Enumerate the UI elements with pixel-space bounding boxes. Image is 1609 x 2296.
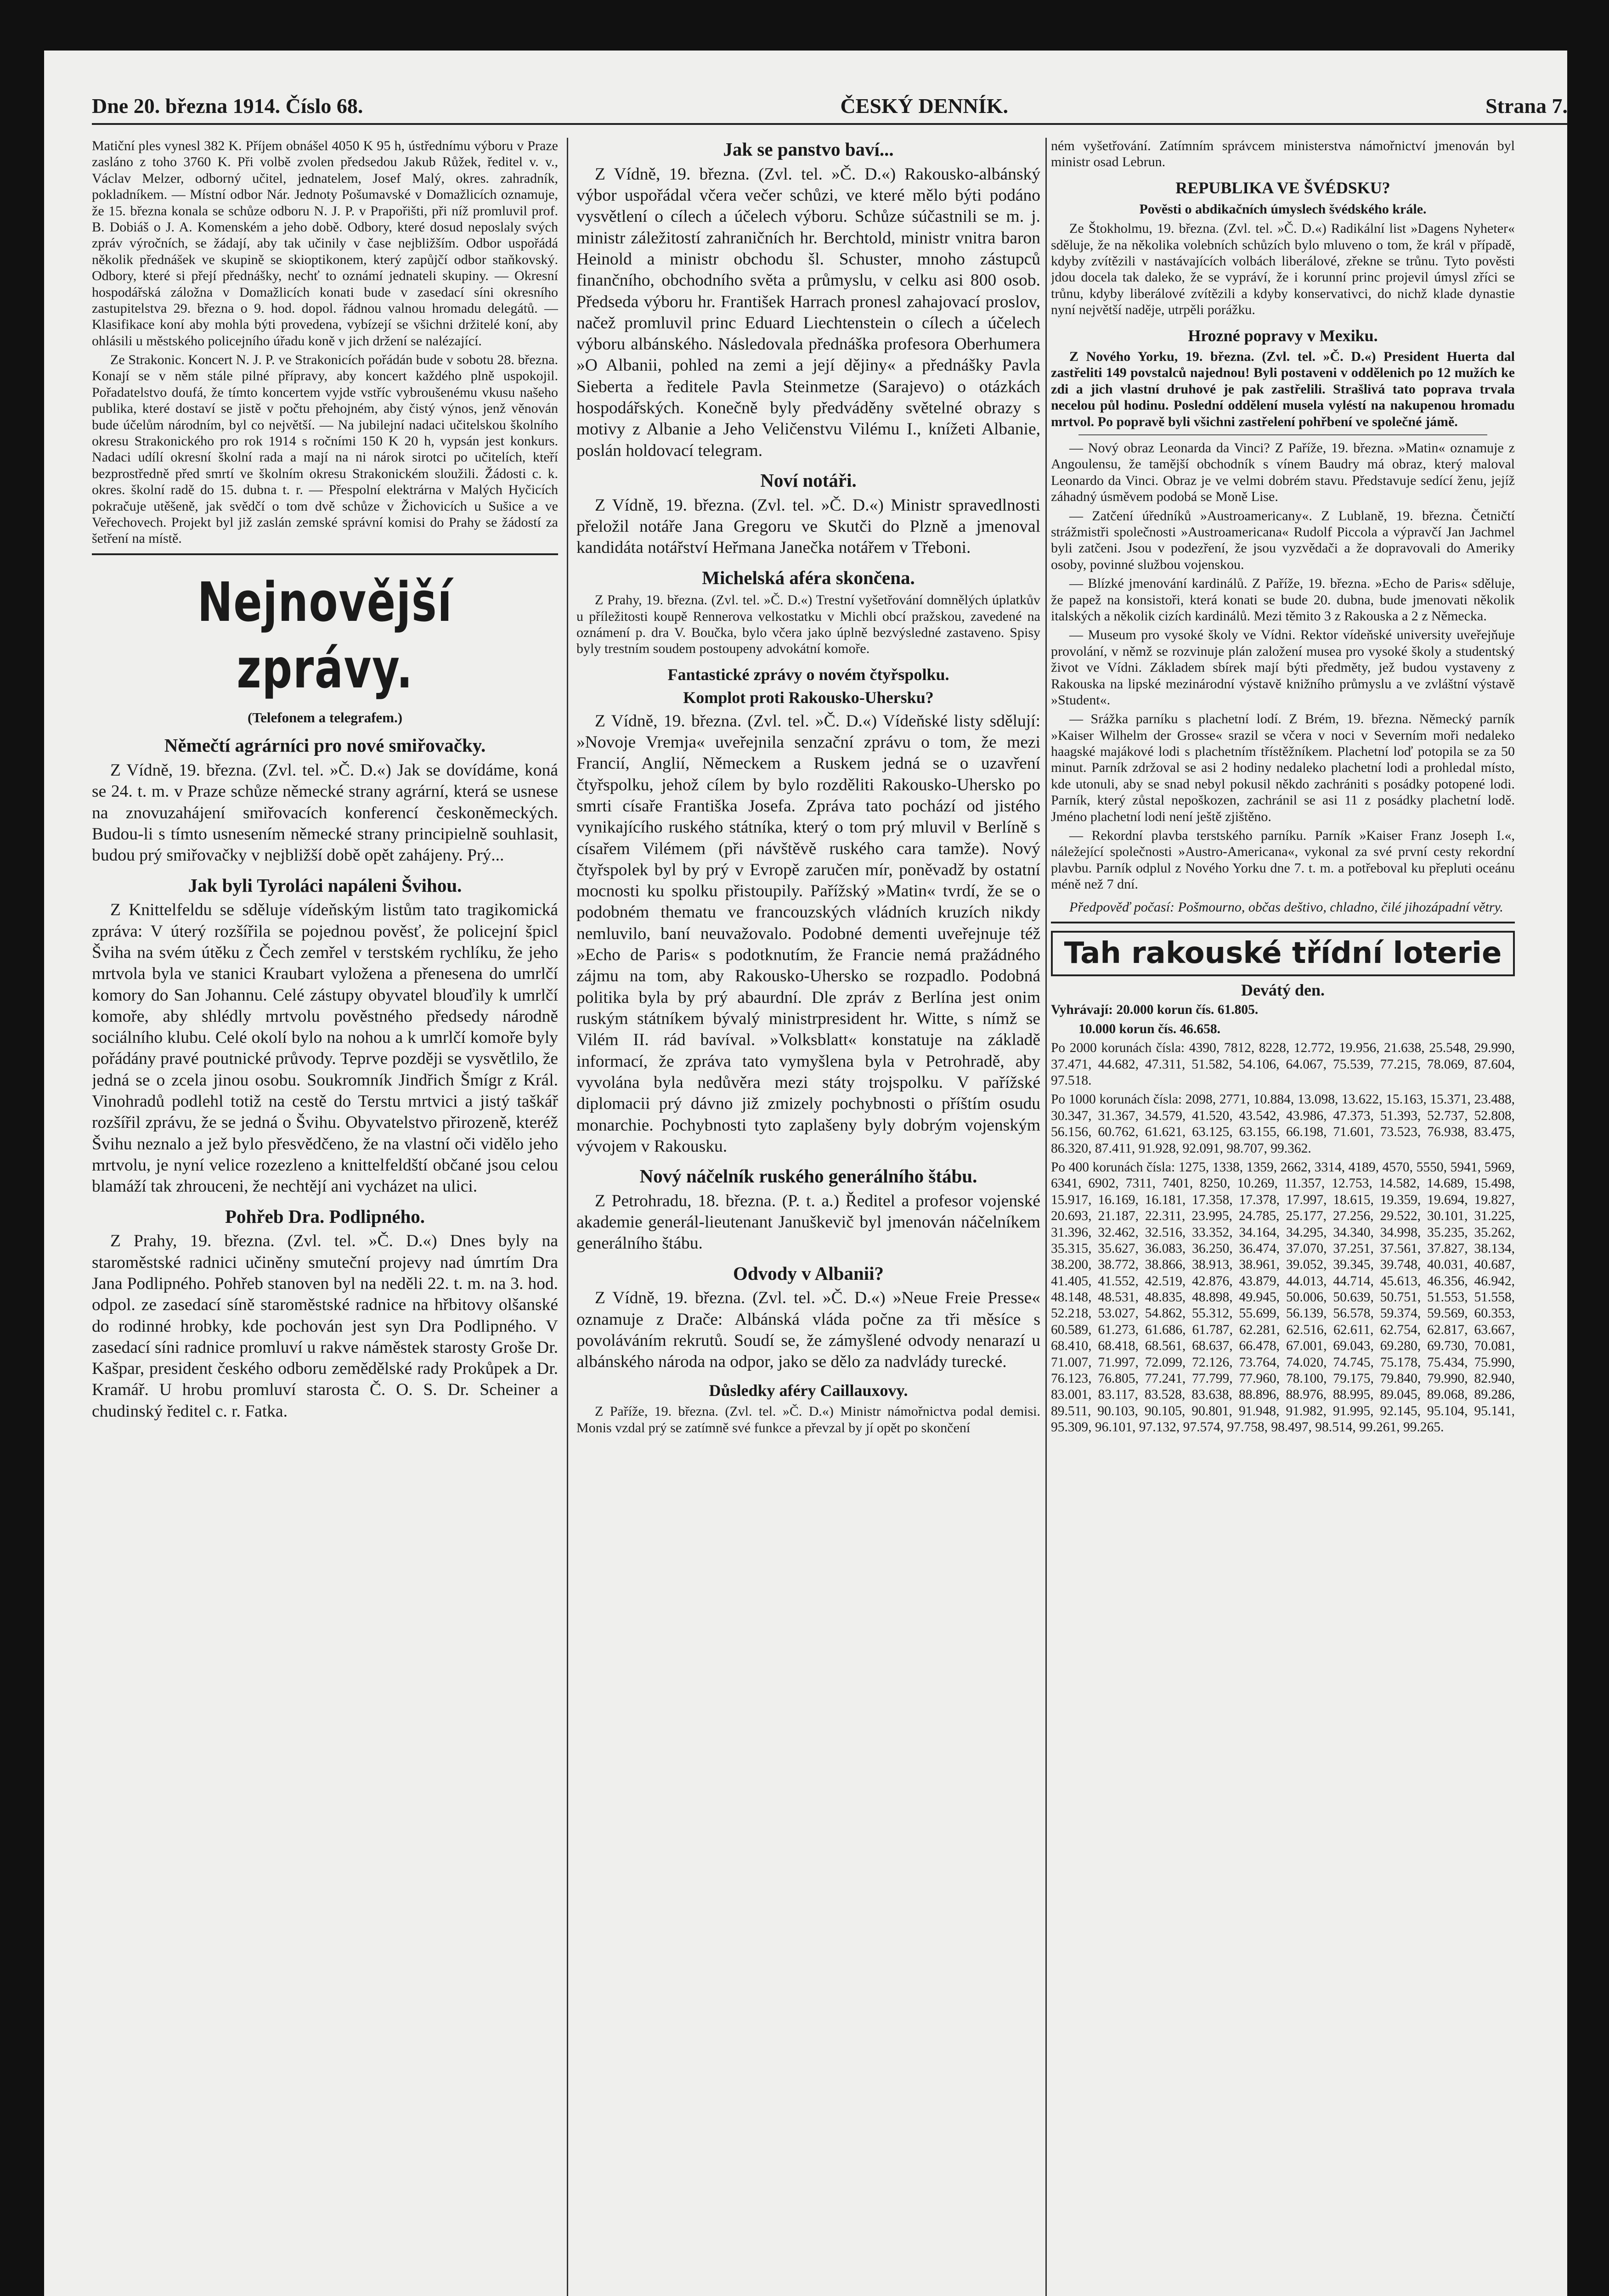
strakonice-news: Ze Strakonic. Koncert N. J. P. ve Strakonicích pořádán bude v sobotu 28. března. Konají se v něm stále pilné přípravy, aby koncert každého plně uspokojil. Pořadatelstvo doufá, že tímto koncertem vyjde vstříc vybroušenému vkusu našeho publika, které dostaví se jistě v počtu přehojném, aby čistý výnos, jenž věnován bude účelům národním, byl co největší. — Na jubilejní nadaci učitelskou školního okresu Strakonického pro rok 1914 s ročními 150 K 20 h, vypsán jest konkurs. Nadaci udílí okresní školní rada a mají na ni nárok sirotci po učitelích, kteří bezprostředně před smrtí ve školním okresu Strakonickém sloužili. Žádosti c. k. okres. školní radě do 15. dubna t. r. — Přespolní elektrárna v Malých Hyčicích pokračuje utěšeně, jak svědčí o tom dvě schůze v Žichovicích u Sušice a ve Veřechovech. Projekt byl již zaslán zemské správní komisi do Prahy se žádostí za šetření na místě. bbox=[92, 352, 558, 546]
article-heading: Důsledky aféry Caillauxovy. bbox=[709, 1381, 908, 1400]
section-banner: Nejnovější zprávy. bbox=[197, 570, 453, 701]
column-2 bbox=[576, 138, 1040, 2296]
news-item: — Museum pro vysoké školy ve Vídni. Rektor vídeňské university uveřejňuje provolání, v němž se rozvinuje plán založení musea pro vysoké školy a studentský život ve Vídni. Základem sbírek mají býti předměty, jež budou vystaveny z Rakouska na lipské mezinárodní výstavě knižního průmyslu a ve zvláštní výstavě »Student«. bbox=[1051, 627, 1515, 708]
page-header bbox=[92, 90, 1568, 122]
article-body: Z Nového Yorku, 19. března. (Zvl. tel. »Č. D.«) President Huerta dal zastřeliti 149 povstalců najednou! Byli postaveni v oddělenich po 12 mužích ke zdi a jich vlastní druhové je pak zastřelili. Strašlivá tato poprava trvala necelou půl hodinu. Poslední oddělení musela vyléstí na nakupenou hromadu mrtvol. Po popravě byli všichni zastřelení pohřbení ve společné jámě. bbox=[1051, 349, 1515, 429]
article-heading: Pohřeb Dra. Podlipného. bbox=[225, 1205, 425, 1227]
section-rule bbox=[1051, 922, 1515, 923]
article-subheading: Pověsti o abdikačních úmyslech švédského krále. bbox=[1139, 202, 1427, 217]
article-heading: Jak byli Tyroláci napáleni Švihou. bbox=[188, 874, 462, 896]
lottery-2000-list: Po 2000 korunách čísla: 4390, 7812, 8228, 12.772, 19.956, 21.638, 25.548, 29.990, 37.471, 44.682, 47.311, 51.582, 54.106, 64.067, 75.539, 77.215, 78.069, 87.604, 97.518. bbox=[1051, 1041, 1515, 1088]
masthead-title: ČESKÝ DENNÍK. bbox=[840, 94, 1008, 118]
column-3 bbox=[1051, 138, 1515, 2296]
column-divider bbox=[567, 138, 568, 2296]
article-heading: Michelská aféra skončena. bbox=[702, 567, 915, 588]
article-heading: Nový náčelník ruského generálního štábu. bbox=[639, 1165, 977, 1187]
article-heading: Němečtí agrárníci pro nové smiřovačky. bbox=[164, 735, 486, 756]
article-body: Z Petrohradu, 18. března. (P. t. a.) Ředitel a profesor vojenské akademie generál-lieutenant Januškevič byl jmenován náčelníkem generálního štábu. bbox=[576, 1191, 1040, 1253]
article-heading: Fantastické zprávy o novém čtyřspolku. bbox=[667, 665, 949, 684]
article-body: Z Paříže, 19. března. (Zvl. tel. »Č. D.«) Ministr námořnictva podal demisi. Monis vzdal prý se zatímně své funkce a převzal by jí opět po skončení bbox=[576, 1404, 1040, 1435]
lottery-1000-list: Po 1000 korunách čísla: 2098, 2771, 10.884, 13.098, 13.622, 15.163, 15.371, 23.488, 30.347, 31.367, 34.579, 41.520, 43.542, 43.986, 47.373, 51.393, 52.737, 52.808, 56.156, 60.762, 61.621, 63.125, 63.155, 66.198, 71.601, 73.523, 76.938, 83.475, 86.320, 87.411, 91.928, 92.091, 98.707, 99.362. bbox=[1051, 1092, 1515, 1156]
page-number: Strana 7. bbox=[1485, 94, 1568, 118]
local-news: Matiční ples vynesl 382 K. Příjem obnášel 4050 K 95 h, ústřednímu výboru v Praze zasláno z toho 3760 K. Při volbě zvolen předsedou Jakub Růžek, ředitel v. v., Václav Melzer, odborný učitel, jednatelem, Josef Malý, okres. zahradník, pokladníkem. — Místní odbor Nár. Jednoty Pošumavské v Domažlicích oznamuje, že 15. března konala se schůze odboru N. J. P. v Prapořišti, při níž promluvil prof. B. Dobiáš o J. A. Komenském a jeho době. Odbory, které dosud neposlaly svých zpráv výročních, se žádají, aby tak učinily v čase nejbližším. Odbor uspořádá několik přednášek ve skupině se skioptikonem, který zapůjčí odbor staňkovský. Odbory, které si přejí přednášky, nechť to oznámí jednateli skupiny. — Okresní hospodářská záložna v Domažlicích konati bude v zasedací síni okresního zastupitelstva 29. března o 9. hod. dopol. řádnou valnou hromadu delegátů. — Klasifikace koní aby mohla býti provedena, vybízejí se všichni držitelé koní, aby ohlásili u městského policejního úřadu koně v jich držení se nalézající. bbox=[92, 138, 558, 349]
news-item: — Zatčení úředníků »Austroamericany«. Z Lublaně, 19. března. Četničtí strážmistři společnosti »Austroamericana« Rudolf Piccola a výpravčí Jan Jachmel byli zatčeni. Jsou v podezření, že jsou vyzvědači a že dopravovali do Ameriky osoby, povinné službou vojenskou. bbox=[1051, 508, 1515, 572]
article-body: Z Vídně, 19. března. (Zvl. tel. »Č. D.«) Vídeňské listy sdělují: »Novoje Vremja« uveřejnila senzační zprávu o tom, že mezi Francií, Anglií, Německem a Ruskem jedná se o uzavření čtyřspolku, jehož cílem by bylo rozděliti Rakousko-Uhersko po smrti císaře Františka Josefa. Zpráva tato pochází od jistého vynikajícího ruského státníka, který o tom prý mluvil v Berlíně s císařem Vilémem (při návštěvě ruského cara tamže). Nový čtyřspolek byl by prý v Evropě zaručen mír, poněvadž by ostatní mocnosti ku spolku přistoupily. Pařížský »Matin« tvrdí, že se o podobném thematu ve francouzských vládních kruzích nikdy nemluvilo, baní neuvažovalo. Podobné dementi uveřejnuje též »Echo de Paris« s podotknutím, že Francie nemá pražádného zájmu na tom, aby Rakousko-Uhersko se rozpadlo. Podobná politika byla by prý abaurdní. Dle zpráv z Berlína jest onim ruským státníkem bývalý ministrpresident hr. Witte, s nímž se Vilém II. rád bavíval. »Volksblatt« konstatuje na základě informací, že zpráva tato vymyšlena byla v Petrohradě, aby vyvolána byla nedůvěra mezi státy trojspolku. V pařížské diplomacii prý dávno již zmizely pochybnosti o příštím osudu monarchie. Pochybnosti tyto zaplašeny byly dobrým vojenským vývojem v Rakousku. bbox=[576, 711, 1040, 1156]
lottery-draw-day: Devátý den. bbox=[1241, 981, 1325, 999]
news-item: — Srážka parníku s plachetní lodí. Z Brém, 19. března. Německý parník »Kaiser Wilhelm der Grosse« srazil se včera v noci v Severním moři nedaleko haagské majákové lodi s plachetním třístěžníkem. Plachetní loď potopila se za 50 minut. Parník zdržoval se asi 2 hodiny nedaleko plachetní lodi a prohledal místo, kde utonuli, aby se snad nebyl pokusil někdo zachrániti s posádky potopené lodi. Parník, který zůstal nepoškozen, zachránil se asi 11 z posádky plachetní lodě. Jméno plachetní lodi není ještě zjištěno. bbox=[1051, 711, 1515, 824]
news-item: — Blízké jmenování kardinálů. Z Paříže, 19. března. »Echo de Paris« sděluje, že papež na konsistoři, která konati se bude 20. dubna, bude jmenovati několik italských a několik cizích kardinálů. Mezi těmito 3 z Rakouska a 2 z Německa. bbox=[1051, 576, 1515, 624]
article-body: Z Vídně, 19. března. (Zvl. tel. »Č. D.«) Ministr spravedlnosti přeložil notáře Jana Gregoru ve Skutči do Plzně a jmenoval kandidáta notářství Heřmana Janečka notářem v Třeboni. bbox=[576, 495, 1040, 557]
article-heading: Noví notáři. bbox=[760, 470, 857, 491]
article-body: ném vyšetřování. Zatímním správcem ministerstva námořnictví jmenován byl ministr osad Lebrun. bbox=[1051, 138, 1515, 170]
column-divider bbox=[1045, 138, 1047, 2296]
article-body: Z Vídně, 19. března. (Zvl. tel. »Č. D.«) Jak se dovídáme, koná se 24. t. m. v Praze schůze německé strany agrární, která se usnese na znovuzahájení smiřovacích konferencí českoněmeckých. Budou-li s tímto usnesením německé strany principielně souhlasit, budou prý smiřovačky v nejbližší době opět zahájeny. Prý... bbox=[92, 761, 558, 865]
article-heading: Hrozné popravy v Mexiku. bbox=[1188, 326, 1378, 345]
header-rule bbox=[92, 123, 1568, 125]
weather-forecast: Předpověď počasí: Pošmourno, občas deštivo, chladno, čilé jihozápadní větry. bbox=[1069, 899, 1503, 915]
lottery-second-win: 10.000 korun čís. 46.658. bbox=[1078, 1021, 1220, 1036]
article-body: Z Prahy, 19. března. (Zvl. tel. »Č. D.«) Trestní vyšetřování domnělých úplatkův u příležitosti koupě Rennerova velkostatku v Michli obcí pražskou, zavedené na oznámení p. dra V. Boučka, bylo včera jako úplně bezvýsledné zastaveno. Spisy byly trestním soudem postoupeny advokátní komoře. bbox=[576, 592, 1040, 657]
article-heading: Odvody v Albanii? bbox=[733, 1262, 884, 1284]
section-subtitle: (Telefonem a telegrafem.) bbox=[247, 709, 403, 726]
article-body: Z Vídně, 19. března. (Zvl. tel. »Č. D.«) Rakousko-albánský výbor uspořádal včera večer schůzi, ve které mělo býti podáno vysvětlení o cílech a účelech výboru. Schůze súčastnili se m. j. ministr záležitostí zahraničních hr. Berchtold, ministr vnitra baron Heinold a ministr obchodu šl. Schuster, mnoho zástupců finančního, obchodního světa a průmyslu, v celku asi 800 osob. Předseda výboru hr. František Harrach pronesl zahajovací proslov, načež promluvil princ Eduard Liechtenstein o cílech a účelech výboru albánského. Následovala přednáška profesora Oberhumera »O Albanii, pohled na zemi a její dějiny« a přednášky Pavla Sieberta a ředitele Pavla Steinmetze (Sarajevo) o otázkách hospodářských. Konečně byly předváděny světelné obrazy s motivy z Albanie a Jeho Veličenstvu Vilému I., knížeti Albanie, poslán holdovací telegram. bbox=[576, 164, 1040, 460]
article-heading: REPUBLIKA VE ŠVÉDSKU? bbox=[1175, 178, 1390, 197]
column-1 bbox=[92, 138, 558, 2296]
article-body: Z Vídně, 19. března. (Zvl. tel. »Č. D.«) »Neue Freie Presse« oznamuje z Drače: Albánská vláda počne za tři měsíce s povoláváním rekrutů. Soudí se, že zámyšlené odvody nenarazí u albánského národa na odpor, jako se dělo za nadvlády turecké. bbox=[576, 1289, 1040, 1372]
section-rule bbox=[1078, 434, 1487, 435]
section-rule bbox=[92, 553, 558, 555]
news-item: — Nový obraz Leonarda da Vinci? Z Paříže, 19. března. »Matin« oznamuje z Angoulensu, že tamější obchodník s vínem Baudry má obraz, který maloval Leonardo da Vinci. Obraz je ve velmi dobrém stavu. Představuje sedící ženu, jejíž záhadný úsměvem podobá se Moně Lise. bbox=[1051, 440, 1515, 505]
header-date: Dne 20. března 1914. Číslo 68. bbox=[92, 94, 363, 118]
article-body: Z Prahy, 19. března. (Zvl. tel. »Č. D.«) Dnes byly na staroměstské radnici učiněny smuteční projevy nad úmrtím Dra Jana Podlipného. Pohřeb stanoven byl na neděli 22. t. m. na 3. hod. odpol. ze zasedací síně staroměstské radnice na hřbitovy olšanské do rodinné hrobky, kde pochován jest syn Dra Podlipného. V zasedací síni radnice promluví u rakve náměstek starosty Groše Dr. Kašpar, president českého odboru zemědělské rady Prokůpek a Dr. Kramář. U hrobu promluví starosta Č. O. S. Dr. Scheiner a chudinský ředitel c. r. Fatka. bbox=[92, 1232, 558, 1421]
article-body: Z Knittelfeldu se sděluje vídeňským listům tato tragikomická zpráva: V úterý rozšířila se pojednou pověsť, že policejní špicl Šviha na svém útěku z Čech zemřel v terstském rychlíku, že jeho mrtvola byla ve stanici Kraubart vyložena a přenesena do umrlčí komory do San Johannu. Celé zástupy obyvatel blouďily k umrlčí komoře, aby shlédly mrtvolu pověstného předsedy národně sociálního klubu. Celé okolí bylo na nohou a k umrlčí komoře byly pořádány pravé poutnické průvody. Teprve později se vysvětlilo, že jedná se o zcela jinou osobu. Soukromník Jindřich Šmígr z Král. Vinohradů podlehl totiž na cestě do Terstu mrtvici a jistý taškář rozšířil zprávu, že se jedná o Švihu. Obyvatelstvo přirozeně, kteréž Švihu neznalo a jež bylo přesvědčeno, že na vlastní oči vidělo jeho mrtvolu, je nyní velice rozezleno a knittelfeldští občané jsou celou blamáží tak zhrouceni, že nechtějí ani vycházet na ulici. bbox=[92, 900, 558, 1196]
lottery-400-list: Po 400 korunách čísla: 1275, 1338, 1359, 2662, 3314, 4189, 4570, 5550, 5941, 5969, 6341, 6902, 7311, 7401, 8250, 10.269, 11.357, 12.753, 14.582, 14.689, 15.498, 15.917, 16.169, 16.181, 17.358, 17.378, 17.997, 18.615, 19.359, 19.694, 19.827, 20.693, 21.187, 22.311, 23.995, 24.785, 25.177, 27.256, 29.522, 30.101, 31.225, 31.396, 32.462, 32.516, 33.352, 34.164, 34.295, 34.340, 34.998, 35.235, 35.262, 35.315, 35.627, 36.083, 36.250, 36.474, 37.070, 37.251, 37.561, 37.827, 38.134, 38.200, 38.772, 38.866, 38.913, 38.961, 39.052, 39.345, 39.748, 40.031, 40.687, 41.405, 41.552, 42.519, 42.876, 43.879, 44.013, 44.714, 45.613, 46.356, 46.942, 48.148, 48.531, 48.835, 48.898, 49.945, 50.006, 50.639, 50.751, 51.553, 51.558, 52.218, 53.027, 54.862, 55.312, 55.699, 56.139, 56.578, 59.374, 59.569, 60.353, 60.589, 61.273, 61.686, 61.787, 62.281, 62.516, 62.611, 62.754, 62.817, 63.667, 68.410, 68.418, 68.561, 68.637, 66.478, 67.001, 69.043, 69.280, 69.730, 70.081, 71.007, 71.997, 72.099, 72.126, 73.764, 74.020, 74.745, 75.178, 75.434, 75.990, 76.123, 76.805, 77.241, 77.799, 77.960, 78.100, 79.175, 79.840, 79.990, 82.940, 83.001, 83.117, 83.528, 83.638, 88.896, 88.976, 88.995, 89.045, 89.068, 89.286, 89.511, 90.103, 90.105, 90.801, 91.948, 91.982, 91.995, 92.145, 95.104, 95.141, 95.309, 96.101, 97.132, 97.574, 97.758, 98.497, 98.514, 99.261, 99.265. bbox=[1051, 1159, 1515, 1435]
news-item: — Rekordní plavba terstského parníku. Parník »Kaiser Franz Joseph I.«, náležející společnosti »Austro-Americana«, vykonal za své první cesty rekordní plavbu. Parník odplul z Nového Yorku dne 7. t. m. a potřeboval ku přepluti oceánu méně než 7 dní. bbox=[1051, 828, 1515, 892]
article-body: Ze Štokholmu, 19. března. (Zvl. tel. »Č. D.«) Radikální list »Dagens Nyheter« sděluje, že na několika volebních schůzích bylo mluveno o tom, že král v případě, kdyby zvítězili v nastávajících volbách liberálové, zřekne se trůnu. Tyto pověsti jdou docela tak daleko, že se vypráví, že i korunní princ projevil úmysl zříci se trůnu, kdyby liberálové zvítězili a kdyby konservativci, do nichž klade dynastie nyní největší naděje, utrpěli porážku. bbox=[1051, 221, 1515, 318]
article-heading: Jak se panstvo baví... bbox=[723, 139, 894, 160]
article-subheading: Komplot proti Rakousko-Uhersku? bbox=[683, 688, 934, 707]
lottery-main-win: Vyhrávají: 20.000 korun čís. 61.805. bbox=[1051, 1002, 1259, 1018]
lottery-title: Tah rakouské třídní loterie bbox=[1051, 931, 1515, 976]
